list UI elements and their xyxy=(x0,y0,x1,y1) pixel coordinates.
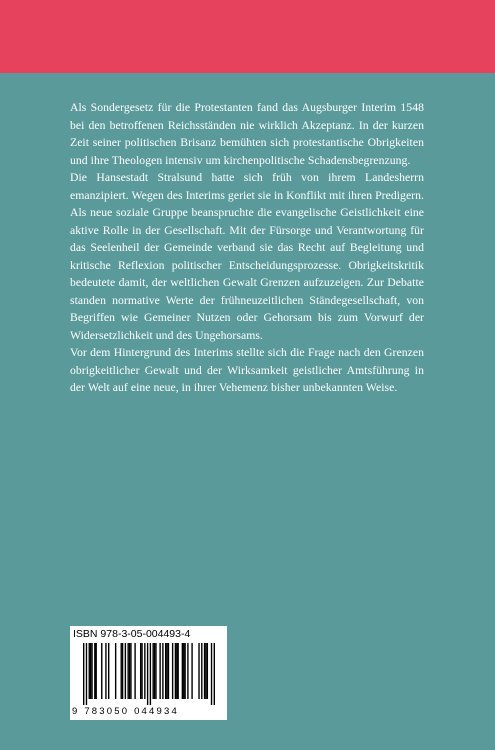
barcode-bar xyxy=(140,643,141,699)
barcode-bar xyxy=(130,643,131,699)
isbn-barcode xyxy=(70,626,227,720)
barcode-bar xyxy=(96,643,97,699)
barcode-bar xyxy=(184,643,185,699)
barcode-bar xyxy=(166,643,167,699)
barcode-bar xyxy=(105,643,106,699)
barcode-bar xyxy=(182,643,183,699)
barcode-bar xyxy=(214,643,215,705)
barcode-bar xyxy=(129,643,130,699)
barcode-bar xyxy=(83,643,84,705)
isbn-number: ISBN 978-3-05-004493-4 xyxy=(73,628,191,640)
back-cover-blurb xyxy=(70,99,424,397)
barcode-bar xyxy=(187,643,188,699)
barcode-bar xyxy=(159,643,160,699)
barcode-bar xyxy=(152,643,153,699)
barcode-bar xyxy=(89,643,90,699)
blurb-paragraph: Vor dem Hintergrund des Interims stellte sich die Frage nach den Grenzen obrigkeitlicher Gewalt und der Wirksamkeit geistlicher Amtsführung in der Welt auf eine neue, in ihrer Vehemenz bisher unbekannten Weise. xyxy=(70,346,424,394)
barcode-bar xyxy=(108,643,109,699)
barcode-bar xyxy=(211,643,212,705)
barcode-bar xyxy=(150,643,151,705)
barcode-digits: 9 783050 044934 xyxy=(72,706,179,717)
barcode-bar xyxy=(91,643,92,699)
barcode-bar xyxy=(94,643,95,699)
barcode-bar xyxy=(125,643,126,699)
barcode-bar xyxy=(134,643,135,699)
barcode-bar xyxy=(207,643,208,699)
barcode-bar xyxy=(177,643,178,699)
blurb-paragraph: Die Hansestadt Stralsund hatte sich früh von ihrem Landesherrn emanzipiert. Wegen des Interims geriet sie in Konflikt mit ihren Predigern. Als neue soziale Gruppe beanspruchte die evangelische Geistlichkeit eine aktive Rolle in der Gesellschaft. Mit der Fürsorge und Verantwortung für das Seelenheil der Gemeinde verband sie das Recht auf Begleitung und kritische Reflexion politischer Entscheidungsprozesse. Obrigkeitskritik bedeutete damit, der weltlichen Gewalt Grenzen aufzuzeigen. Zur Debatte standen normative Werte der frühneuzeitlichen Ständegesellschaft, von Begriffen wie Gemeiner Nutzen oder Gehorsam bis zum Vorwurf der Widersetzlichkeit und des Ungehorsams. xyxy=(70,171,424,342)
top-color-band xyxy=(0,0,495,73)
barcode-bar xyxy=(198,643,199,699)
barcode-bar xyxy=(127,643,128,699)
barcode-bar xyxy=(155,643,156,699)
barcode-bar xyxy=(176,643,177,699)
barcode-bar xyxy=(201,643,202,699)
barcode-bar xyxy=(115,643,116,699)
barcode-bar xyxy=(165,643,166,699)
barcode-bar xyxy=(154,643,155,699)
barcode-bar xyxy=(122,643,123,699)
barcode-bars xyxy=(83,643,215,705)
barcode-bar xyxy=(172,643,173,699)
barcode-bar xyxy=(204,643,205,699)
barcode-bar xyxy=(183,643,184,699)
barcode-bar xyxy=(141,643,142,699)
barcode-bar xyxy=(191,643,192,699)
barcode-bar xyxy=(101,643,102,699)
barcode-bar xyxy=(86,643,87,705)
barcode-bar xyxy=(168,643,169,699)
barcode-bar xyxy=(175,643,176,699)
blurb-paragraph: Als Sondergesetz für die Protestanten fand das Augsburger Interim 1548 bei den betroffenen Reichsständen nie wirklich Akzeptanz. In der kurzen Zeit seiner politischen Brisanz bemühten sich protestantische Obrigkeiten und ihre Theologen intensiv um kirchenpolitische Schadensbegrenzung. xyxy=(70,101,424,167)
barcode-bar xyxy=(147,643,148,705)
barcode-bar xyxy=(205,643,206,699)
barcode-bar xyxy=(121,643,122,699)
barcode-bar xyxy=(90,643,91,699)
barcode-bar xyxy=(144,643,145,699)
barcode-bar xyxy=(162,643,163,699)
